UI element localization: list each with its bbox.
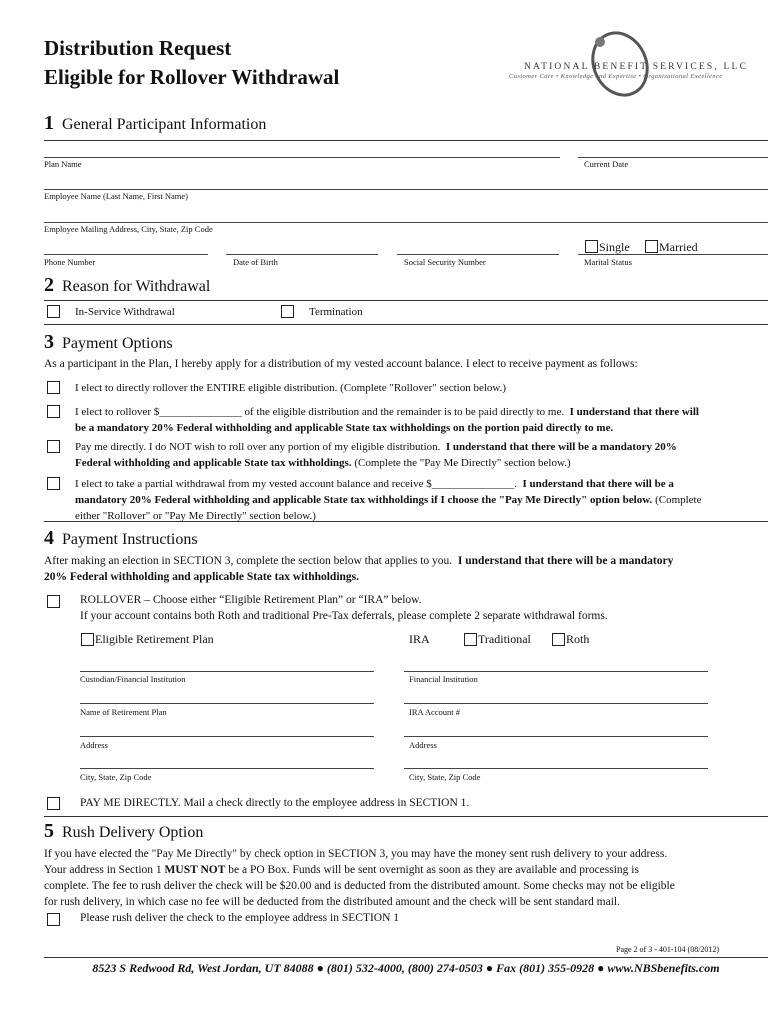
ssn-label: Social Security Number bbox=[404, 257, 486, 267]
traditional-label: Traditional bbox=[478, 632, 531, 646]
section-1-heading bbox=[44, 112, 266, 135]
date-of-birth-field[interactable] bbox=[226, 254, 378, 255]
current-date-field[interactable] bbox=[578, 157, 768, 158]
termination-checkbox[interactable] bbox=[281, 305, 294, 318]
rollover-instructions-b: If your account contains both Roth and traditional Pre-Tax deferrals, please complete 2 separate withdrawal forms. bbox=[80, 610, 608, 622]
employee-name-label: Employee Name (Last Name, First Name) bbox=[44, 191, 188, 201]
section-5-number: 5 bbox=[44, 820, 54, 842]
financial-institution-label: Financial Institution bbox=[409, 674, 478, 684]
section-5-title: Rush Delivery Option bbox=[62, 824, 204, 841]
marital-status-line bbox=[578, 254, 768, 255]
phone-number-field[interactable] bbox=[44, 254, 208, 255]
current-date-label: Current Date bbox=[584, 159, 629, 169]
section-3-number: 3 bbox=[44, 331, 54, 353]
rollover-instructions-a: ROLLOVER – Choose either “Eligible Retirement Plan” or “IRA” below. bbox=[80, 594, 422, 606]
roth-checkbox[interactable] bbox=[552, 633, 565, 646]
rush-delivery-p2-c: be a PO Box. Funds will be sent overnight as soon as they are available and processing is bbox=[228, 864, 639, 876]
ira-account-label: IRA Account # bbox=[409, 707, 460, 717]
form-title-line1: Distribution Request bbox=[44, 36, 232, 60]
section-1-number: 1 bbox=[44, 112, 54, 134]
city-state-zip-right-field[interactable] bbox=[404, 768, 708, 769]
rush-delivery-p3: complete. The fee to rush deliver the check will be $20.00 and is deducted from the distributed amount. Some checks may not be eligible bbox=[44, 880, 675, 892]
company-logo-name: NATIONAL BENEFIT SERVICES, LLC bbox=[524, 62, 749, 72]
partial-withdrawal-text-b: I understand that there will be a bbox=[522, 478, 674, 490]
single-label: Single bbox=[599, 240, 630, 254]
section-3-heading bbox=[44, 331, 173, 354]
rollover-partial-text bbox=[75, 404, 765, 436]
custodian-field[interactable] bbox=[80, 671, 374, 672]
ira-account-field[interactable] bbox=[404, 703, 708, 704]
partial-withdrawal-text-d: (Complete bbox=[655, 494, 702, 506]
pay-me-directly-text bbox=[75, 439, 765, 471]
section-2-heading bbox=[44, 274, 210, 297]
in-service-checkbox[interactable] bbox=[47, 305, 60, 318]
company-logo-tagline: Customer Care • Knowledge and Expertise • Organizational Excellence bbox=[509, 73, 723, 80]
rollover-checkbox[interactable] bbox=[47, 595, 60, 608]
section-5-heading bbox=[44, 820, 203, 843]
page-number: Page 2 of 3 - 401-104 (08/2012) bbox=[616, 945, 720, 954]
partial-withdrawal-checkbox[interactable] bbox=[47, 477, 60, 490]
partial-withdrawal-text-c: mandatory 20% Federal withholding and applicable State tax withholdings if I choose the "Pay Me Directly" option below. bbox=[75, 494, 653, 506]
rush-delivery-option-text: Please rush deliver the check to the employee address in SECTION 1 bbox=[80, 912, 400, 924]
rollover-instructions bbox=[80, 592, 608, 624]
married-checkbox[interactable] bbox=[645, 240, 658, 253]
rush-delivery-p2-a: Your address in Section 1 bbox=[44, 864, 162, 876]
payment-instructions-intro-b: I understand that there will be a mandatory bbox=[457, 555, 674, 567]
eligible-retirement-plan-label: Eligible Retirement Plan bbox=[95, 632, 214, 646]
section-1-divider bbox=[44, 140, 768, 141]
rollover-partial-checkbox[interactable] bbox=[47, 405, 60, 418]
section-2-bottom-divider bbox=[44, 324, 768, 325]
custodian-label: Custodian/Financial Institution bbox=[80, 674, 186, 684]
city-state-zip-left-label: City, State, Zip Code bbox=[80, 772, 152, 782]
partial-withdrawal-text bbox=[75, 476, 765, 524]
rush-delivery-checkbox[interactable] bbox=[47, 913, 60, 926]
marital-status-label: Marital Status bbox=[584, 257, 632, 267]
pay-me-directly-checkbox[interactable] bbox=[47, 440, 60, 453]
section-4-number: 4 bbox=[44, 527, 54, 549]
payment-instructions-intro-c: 20% Federal withholding and applicable State tax withholdings. bbox=[44, 571, 360, 583]
partial-withdrawal-text-e: either "Rollover" or "Pay Me Directly" section below.) bbox=[75, 510, 316, 522]
plan-name-label: Plan Name bbox=[44, 159, 82, 169]
rush-delivery-p1: If you have elected the "Pay Me Directly" by check option in SECTION 3, you may have the money sent rush delivery to your address. bbox=[44, 848, 668, 860]
address-right-field[interactable] bbox=[404, 736, 708, 737]
mailing-address-label: Employee Mailing Address, City, State, Zip Code bbox=[44, 224, 213, 234]
date-of-birth-label: Date of Birth bbox=[233, 257, 278, 267]
rollover-partial-text-b: I understand that there will bbox=[569, 406, 699, 418]
married-label: Married bbox=[659, 240, 698, 254]
plan-name-field[interactable] bbox=[44, 157, 560, 158]
rush-delivery-paragraph bbox=[44, 846, 768, 910]
traditional-checkbox[interactable] bbox=[464, 633, 477, 646]
retirement-plan-name-label: Name of Retirement Plan bbox=[80, 707, 167, 717]
city-state-zip-left-field[interactable] bbox=[80, 768, 374, 769]
form-title-line2: Eligible for Rollover Withdrawal bbox=[44, 65, 340, 89]
section-4-heading bbox=[44, 527, 198, 550]
in-service-label: In-Service Withdrawal bbox=[75, 306, 175, 318]
section-3-bottom-divider bbox=[44, 521, 768, 522]
ira-label: IRA bbox=[409, 632, 430, 646]
rollover-entire-text: I elect to directly rollover the ENTIRE eligible distribution. (Complete "Rollover" section below.) bbox=[75, 382, 507, 394]
employee-name-field[interactable] bbox=[44, 189, 768, 190]
section-2-number: 2 bbox=[44, 274, 54, 296]
rollover-entire-checkbox[interactable] bbox=[47, 381, 60, 394]
city-state-zip-right-label: City, State, Zip Code bbox=[409, 772, 481, 782]
section-4-title: Payment Instructions bbox=[62, 531, 198, 548]
rollover-partial-text-a: I elect to rollover $_______________ of the eligible distribution and the remainder is to be paid directly to me. bbox=[75, 406, 565, 418]
termination-label: Termination bbox=[309, 306, 363, 318]
ssn-field[interactable] bbox=[397, 254, 559, 255]
pay-me-directly-mail-text: PAY ME DIRECTLY. Mail a check directly to the employee address in SECTION 1. bbox=[80, 797, 470, 809]
section-4-bottom-divider bbox=[44, 816, 768, 817]
payment-options-intro: As a participant in the Plan, I hereby apply for a distribution of my vested account balance. I elect to receive payment as follows: bbox=[44, 358, 638, 370]
address-right-label: Address bbox=[409, 740, 437, 750]
pay-me-directly-text-b: I understand that there will be a mandatory 20% bbox=[445, 441, 677, 453]
footer-divider bbox=[44, 957, 768, 958]
rollover-partial-text-c: be a mandatory 20% Federal withholding and applicable State tax withholdings on the portion paid directly to me. bbox=[75, 422, 614, 434]
section-2-divider bbox=[44, 300, 768, 301]
pay-me-directly-text-a: Pay me directly. I do NOT wish to roll over any portion of my eligible distribution. bbox=[75, 441, 441, 453]
retirement-plan-name-field[interactable] bbox=[80, 703, 374, 704]
section-2-title: Reason for Withdrawal bbox=[62, 278, 211, 295]
pay-me-directly-text-d: (Complete the "Pay Me Directly" section below.) bbox=[354, 457, 571, 469]
rush-delivery-p4: for rush delivery, in which case no fee will be deducted from the distributed amount and the check will be sent standard mail. bbox=[44, 896, 620, 908]
roth-label: Roth bbox=[566, 632, 590, 646]
pay-me-directly-text-c: Federal withholding and applicable State tax withholdings. bbox=[75, 457, 352, 469]
payment-instructions-intro bbox=[44, 553, 766, 585]
section-3-title: Payment Options bbox=[62, 335, 173, 352]
single-checkbox[interactable] bbox=[585, 240, 598, 253]
eligible-retirement-plan-checkbox[interactable] bbox=[81, 633, 94, 646]
footer-contact: 8523 S Redwood Rd, West Jordan, UT 84088 ● (801) 532-4000, (800) 274-0503 ● Fax (801) 355-0928 ● www.NBSbenefits.com bbox=[92, 961, 720, 975]
address-left-label: Address bbox=[80, 740, 108, 750]
financial-institution-field[interactable] bbox=[404, 671, 708, 672]
payment-instructions-intro-a: After making an election in SECTION 3, complete the section below that applies to you. bbox=[44, 555, 453, 567]
pay-me-directly-mail-checkbox[interactable] bbox=[47, 797, 60, 810]
section-1-title: General Participant Information bbox=[62, 116, 267, 133]
mailing-address-field[interactable] bbox=[44, 222, 768, 223]
partial-withdrawal-text-a: I elect to take a partial withdrawal from my vested account balance and receive $_______________. bbox=[75, 478, 517, 490]
rush-delivery-p2-b: MUST NOT bbox=[164, 864, 226, 876]
phone-number-label: Phone Number bbox=[44, 257, 96, 267]
address-left-field[interactable] bbox=[80, 736, 374, 737]
